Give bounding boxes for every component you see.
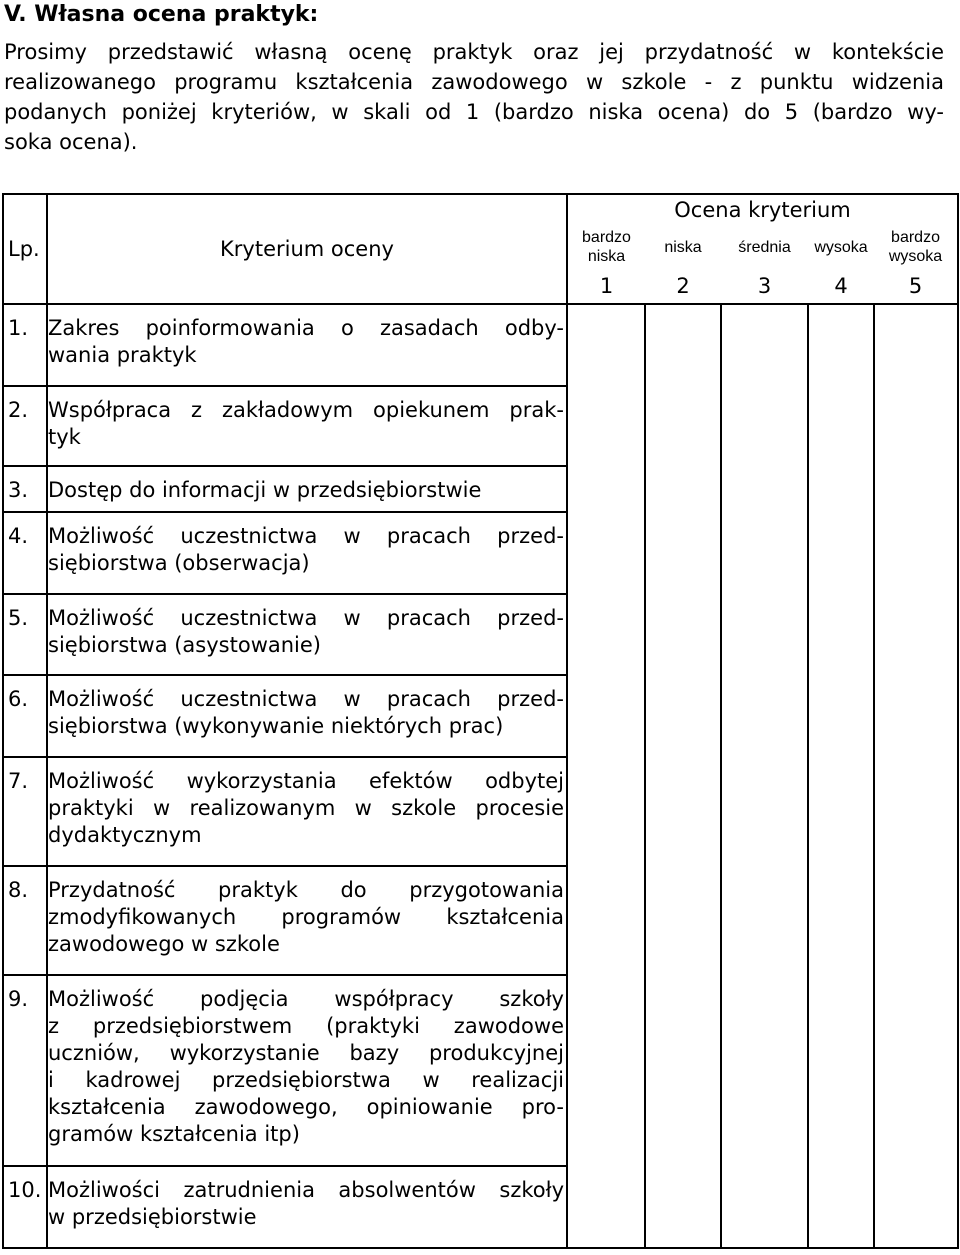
intro-line: podanych poniżej kryteriów, w skali od 1 (bardzo niska ocena) do 5 (bardzo wy- <box>4 100 944 124</box>
rating-cell-2[interactable] <box>645 975 721 1166</box>
header-level-1: bardzo niska <box>567 225 645 269</box>
rating-cell-1[interactable] <box>567 1166 645 1248</box>
rating-cell-4[interactable] <box>808 594 874 675</box>
rating-cell-5[interactable] <box>874 866 958 975</box>
rating-cell-2[interactable] <box>645 386 721 466</box>
criterion-line: gramów kształcenia itp) <box>48 1122 300 1146</box>
criterion-row <box>3 594 958 675</box>
criterion-row <box>3 466 958 512</box>
criterion-number: 8. <box>3 866 47 975</box>
criterion-line: Możliwość uczestnictwa w pracach przed- <box>48 524 564 548</box>
criterion-number: 9. <box>3 975 47 1166</box>
rating-cell-5[interactable] <box>874 757 958 866</box>
criterion-line: siębiorstwa (wykonywanie niektórych prac) <box>48 714 504 738</box>
criterion-line: kształcenia zawodowego, opiniowanie pro- <box>48 1095 564 1119</box>
rating-cell-3[interactable] <box>721 975 808 1166</box>
rating-cell-1[interactable] <box>567 757 645 866</box>
criterion-line: Przydatność praktyk do przygotowania <box>48 878 564 902</box>
rating-cell-1[interactable] <box>567 866 645 975</box>
criterion-row <box>3 386 958 466</box>
rating-cell-2[interactable] <box>645 594 721 675</box>
criterion-row <box>3 675 958 757</box>
rating-cell-5[interactable] <box>874 466 958 512</box>
intro-line: realizowanego programu kształcenia zawodowego w szkole - z punktu widzenia <box>4 70 944 94</box>
criterion-line: Dostęp do informacji w przedsiębiorstwie <box>48 478 482 502</box>
criterion-line: uczniów, wykorzystanie bazy produkcyjnej <box>48 1041 564 1065</box>
intro-paragraph <box>4 37 944 157</box>
header-ocena: Ocena kryterium <box>567 194 958 225</box>
header-level-5: bardzo wysoka <box>874 225 958 269</box>
rating-cell-2[interactable] <box>645 757 721 866</box>
rating-cell-4[interactable] <box>808 757 874 866</box>
rating-cell-2[interactable] <box>645 866 721 975</box>
header-kryterium: Kryterium oceny <box>47 194 567 304</box>
criterion-row <box>3 1166 958 1248</box>
criterion-number: 3. <box>3 466 47 512</box>
rating-cell-2[interactable] <box>645 1166 721 1248</box>
header-level-2: niska <box>664 238 702 256</box>
criterion-line: siębiorstwa (asystowanie) <box>48 633 321 657</box>
rating-cell-3[interactable] <box>721 466 808 512</box>
criterion-text <box>47 594 567 675</box>
rating-cell-4[interactable] <box>808 512 874 594</box>
criterion-line: tyk <box>48 425 81 449</box>
rating-cell-3[interactable] <box>721 512 808 594</box>
rating-cell-4[interactable] <box>808 1166 874 1248</box>
rating-cell-4[interactable] <box>808 386 874 466</box>
criterion-number: 7. <box>3 757 47 866</box>
criterion-text <box>47 304 567 386</box>
criterion-text <box>47 512 567 594</box>
rating-cell-3[interactable] <box>721 594 808 675</box>
rating-cell-3[interactable] <box>721 757 808 866</box>
criterion-number: 2. <box>3 386 47 466</box>
criterion-line: i kadrowej przedsiębiorstwa w realizacji <box>48 1068 564 1092</box>
criterion-text <box>47 866 567 975</box>
criterion-line: Możliwość podjęcia współpracy szkoły <box>48 987 564 1011</box>
rating-cell-5[interactable] <box>874 386 958 466</box>
rating-cell-3[interactable] <box>721 866 808 975</box>
criterion-text <box>47 466 567 512</box>
rating-cell-1[interactable] <box>567 594 645 675</box>
header-lp: Lp. <box>3 194 47 304</box>
criterion-line: wania praktyk <box>48 343 197 367</box>
criterion-number: 4. <box>3 512 47 594</box>
criterion-text <box>47 975 567 1166</box>
rating-cell-1[interactable] <box>567 466 645 512</box>
header-number-5: 5 <box>874 269 958 304</box>
criterion-line: Możliwości zatrudnienia absolwentów szkoły <box>48 1178 564 1202</box>
intro-line: Prosimy przedstawić własną ocenę praktyk oraz jej przydatność w kontekście <box>4 40 944 64</box>
criterion-row <box>3 304 958 386</box>
header-level-4: wysoka <box>814 238 868 256</box>
rating-cell-4[interactable] <box>808 466 874 512</box>
rating-cell-3[interactable] <box>721 304 808 386</box>
criterion-line: Możliwość uczestnictwa w pracach przed- <box>48 687 564 711</box>
rating-cell-4[interactable] <box>808 304 874 386</box>
criterion-row <box>3 757 958 866</box>
criterion-line: Możliwość uczestnictwa w pracach przed- <box>48 606 564 630</box>
rating-cell-4[interactable] <box>808 675 874 757</box>
criterion-number: 10. <box>3 1166 47 1248</box>
criterion-number: 5. <box>3 594 47 675</box>
criterion-text <box>47 675 567 757</box>
rating-cell-4[interactable] <box>808 866 874 975</box>
criterion-line: Możliwość wykorzystania efektów odbytej <box>48 769 564 793</box>
rating-cell-1[interactable] <box>567 304 645 386</box>
criterion-number: 6. <box>3 675 47 757</box>
evaluation-table <box>2 193 959 1249</box>
criterion-text <box>47 1166 567 1248</box>
rating-cell-1[interactable] <box>567 386 645 466</box>
header-level-3: średnia <box>738 238 791 256</box>
rating-cell-1[interactable] <box>567 675 645 757</box>
criterion-line: Zakres poinformowania o zasadach odby- <box>48 316 564 340</box>
section-title: V. Własna ocena praktyk: <box>4 2 319 27</box>
criterion-line: siębiorstwa (obserwacja) <box>48 551 310 575</box>
rating-cell-2[interactable] <box>645 512 721 594</box>
criterion-text <box>47 757 567 866</box>
criterion-line: zmodyfikowanych programów kształcenia <box>48 905 564 929</box>
rating-cell-2[interactable] <box>645 304 721 386</box>
rating-cell-3[interactable] <box>721 675 808 757</box>
rating-cell-5[interactable] <box>874 675 958 757</box>
rating-cell-5[interactable] <box>874 1166 958 1248</box>
rating-cell-2[interactable] <box>645 466 721 512</box>
header-number-3: 3 <box>721 269 808 304</box>
rating-cell-1[interactable] <box>567 975 645 1166</box>
criterion-line: w przedsiębiorstwie <box>48 1205 257 1229</box>
criterion-line: Współpraca z zakładowym opiekunem prak- <box>48 398 564 422</box>
criterion-row <box>3 866 958 975</box>
rating-cell-4[interactable] <box>808 975 874 1166</box>
criterion-text <box>47 386 567 466</box>
criterion-line: zawodowego w szkole <box>48 932 280 956</box>
criterion-line: dydaktycznym <box>48 823 202 847</box>
header-number-1: 1 <box>567 269 645 304</box>
rating-cell-5[interactable] <box>874 512 958 594</box>
intro-line: soka ocena). <box>4 130 138 154</box>
rating-cell-3[interactable] <box>721 1166 808 1248</box>
criterion-number: 1. <box>3 304 47 386</box>
rating-cell-3[interactable] <box>721 386 808 466</box>
criterion-line: praktyki w realizowanym w szkole procesie <box>48 796 564 820</box>
header-number-2: 2 <box>645 269 721 304</box>
rating-cell-1[interactable] <box>567 512 645 594</box>
criterion-line: z przedsiębiorstwem (praktyki zawodowe <box>48 1014 564 1038</box>
rating-cell-5[interactable] <box>874 594 958 675</box>
criterion-row <box>3 512 958 594</box>
header-number-4: 4 <box>808 269 874 304</box>
rating-cell-5[interactable] <box>874 304 958 386</box>
rating-cell-5[interactable] <box>874 975 958 1166</box>
criterion-row <box>3 975 958 1166</box>
rating-cell-2[interactable] <box>645 675 721 757</box>
